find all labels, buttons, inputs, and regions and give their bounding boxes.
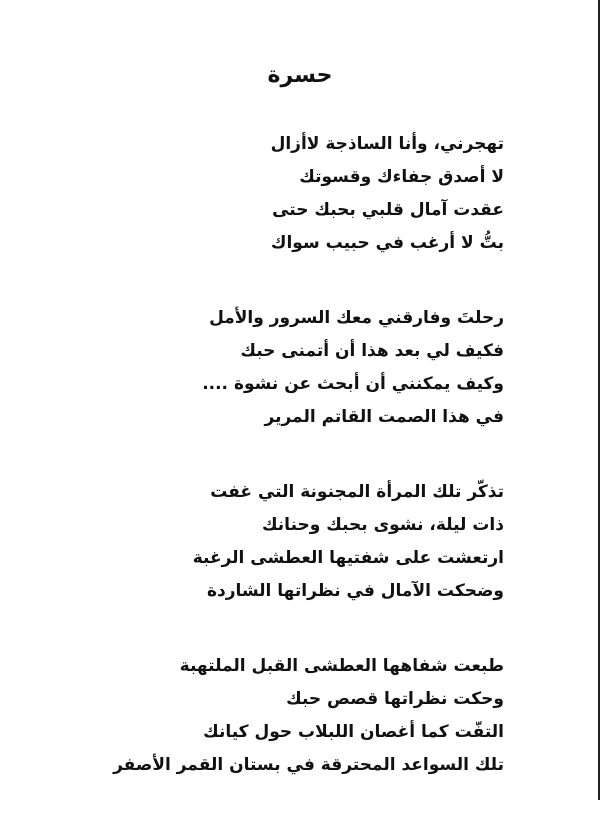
verse-line: تذكّر تلك المرأة المجنونة التي غفت: [210, 482, 504, 502]
poem-body: [64, 128, 504, 824]
verse-line: تهجرني، وأنا الساذجة لاأزال: [270, 134, 504, 154]
stanza-2: [64, 302, 504, 434]
verse-line: في هذا الصمت القاتم المرير: [264, 407, 504, 427]
verse-line: عقدت آمال قلبي بحبك حتى: [272, 200, 504, 220]
verse-line: طبعت شفاهها العطشى القبل الملتهبة: [179, 656, 504, 676]
verse-line: وضحكت الآمال في نظراتها الشاردة: [206, 581, 504, 601]
poem-title: حسرة: [267, 63, 333, 88]
verse-line: وكيف يمكنني أن أبحث عن نشوة ....: [202, 374, 504, 394]
verse-line: لا أصدق جفاءك وقسوتك: [299, 167, 504, 187]
verse-line: وحكت نظراتها قصص حبك: [286, 689, 504, 709]
stanza-1: [64, 128, 504, 260]
verse-line: رحلتَ وفارقني معك السرور والأمل: [209, 308, 504, 328]
verse-line: ذات ليلة، نشوى بحبك وحنانك: [261, 515, 504, 535]
verse-line: تلك السواعد المحترقة في بستان القمر الأصفر: [113, 755, 504, 775]
verse-line: ارتعشت على شفتيها العطشى الرغبة: [192, 548, 504, 568]
verse-line: بتُّ لا أرغب في حبيب سواك: [270, 233, 504, 253]
verse-line: التفّت كما أغصان اللبلاب حول كيانك: [203, 722, 504, 742]
stanza-3: [64, 476, 504, 608]
stanza-4: [64, 650, 504, 782]
verse-line: فكيف لي بعد هذا أن أتمنى حبك: [240, 341, 504, 361]
